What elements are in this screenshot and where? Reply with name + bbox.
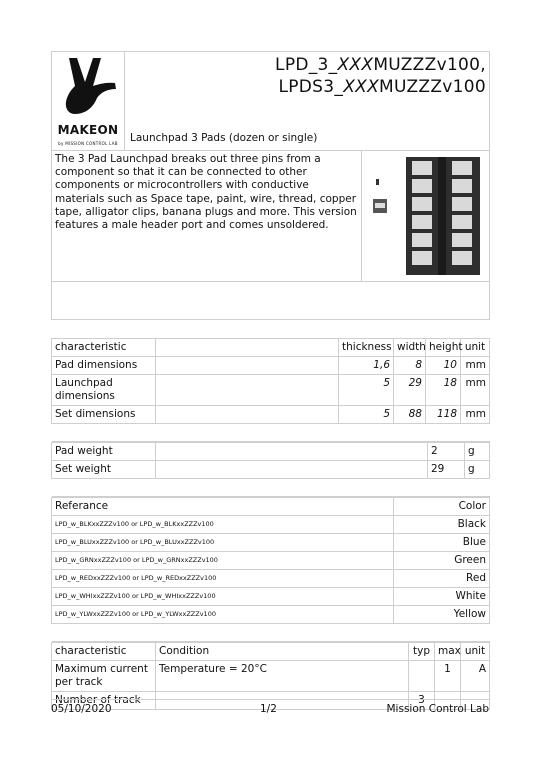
- typ-value: [409, 660, 435, 691]
- thickness-value: 5: [339, 374, 394, 405]
- spacer-row: [52, 282, 490, 320]
- unit-value: mm: [461, 374, 490, 405]
- spacer-row: [52, 320, 490, 338]
- reference-code: LPD_w_BLKxxZZZv100 or LPD_w_BLKxxZZZv100: [52, 515, 394, 533]
- unit-value: A: [461, 660, 490, 691]
- unit-value: g: [465, 460, 490, 478]
- reference-code: LPD_w_BLUxxZZZv100 or LPD_w_BLUxxZZZv100: [52, 533, 394, 551]
- empty-cell: [156, 405, 339, 423]
- launchpad-panel-image-icon: [362, 151, 488, 277]
- spacer-row: [52, 423, 490, 441]
- empty-cell: [156, 356, 339, 374]
- electrical-header-row: [52, 642, 490, 660]
- col-header-typ: typ: [409, 642, 435, 660]
- color-name: Red: [394, 569, 490, 587]
- col-header-max: max: [435, 642, 461, 660]
- product-code-line-2: LPDS3_XXXMUZZZv100: [278, 77, 486, 97]
- empty-cell: [156, 460, 428, 478]
- row-label: Set weight: [52, 460, 156, 478]
- height-value: 10: [426, 356, 461, 374]
- unit-value: g: [465, 442, 490, 460]
- table-row: [52, 374, 490, 405]
- product-code-line-1: LPD_3_XXXMUZZZv100,: [275, 55, 486, 75]
- reference-code: LPD_w_GRNxxZZZv100 or LPD_w_GRNxxZZZv100: [52, 551, 394, 569]
- unit-value: mm: [461, 405, 490, 423]
- dimensions-table: [51, 320, 490, 442]
- spacer-row: [52, 623, 490, 641]
- table-row: [52, 569, 490, 587]
- col-header-reference: Referance: [52, 497, 394, 515]
- references-table: [51, 497, 490, 642]
- col-header-thickness: thickness: [339, 338, 394, 356]
- weights-table: [51, 442, 490, 497]
- thickness-value: 1,6: [339, 356, 394, 374]
- product-image: [362, 151, 490, 282]
- row-label: Pad weight: [52, 442, 156, 460]
- logo-cell: [52, 52, 125, 151]
- col-header-unit: unit: [461, 338, 490, 356]
- product-code-cell: [125, 52, 490, 151]
- color-name: Green: [394, 551, 490, 569]
- color-name: Yellow: [394, 605, 490, 623]
- row-label: Set dimensions: [52, 405, 156, 423]
- table-row: [52, 605, 490, 623]
- width-value: 88: [394, 405, 426, 423]
- col-header-characteristic: characteristic: [52, 642, 156, 660]
- header-table: [51, 51, 490, 150]
- footer-date: 05/10/2020: [51, 703, 112, 715]
- color-name: Black: [394, 515, 490, 533]
- col-header-color: Color: [394, 497, 490, 515]
- reference-code: LPD_w_REDxxZZZv100 or LPD_w_REDxxZZZv100: [52, 569, 394, 587]
- height-value: 118: [426, 405, 461, 423]
- table-row: [52, 442, 490, 460]
- reference-code: LPD_w_WHIxxZZZv100 or LPD_w_WHIxxZZZv100: [52, 587, 394, 605]
- brand-wordmark: MAKEON: [57, 123, 119, 137]
- table-row: [52, 533, 490, 551]
- reference-code: LPD_w_YLWxxZZZv100 or LPD_w_YLWxxZZZv100: [52, 605, 394, 623]
- table-row: [52, 356, 490, 374]
- table-row: [52, 587, 490, 605]
- footer-company: Mission Control Lab: [386, 703, 489, 715]
- weight-value: 29: [428, 460, 465, 478]
- width-value: 8: [394, 356, 426, 374]
- color-name: Blue: [394, 533, 490, 551]
- empty-cell: [156, 338, 339, 356]
- references-header-row: [52, 497, 490, 515]
- row-label: Maximum current per track: [52, 660, 156, 691]
- width-value: 29: [394, 374, 426, 405]
- table-row: [52, 551, 490, 569]
- product-subtitle: Launchpad 3 Pads (dozen or single): [130, 132, 318, 144]
- row-label: Launchpad dimensions: [52, 374, 156, 405]
- col-header-width: width: [394, 338, 426, 356]
- thickness-value: 5: [339, 405, 394, 423]
- dimensions-header-row: [52, 338, 490, 356]
- datasheet: [51, 51, 489, 710]
- color-name: White: [394, 587, 490, 605]
- table-row: [52, 515, 490, 533]
- col-header-height: height: [426, 338, 461, 356]
- footer-page-number: 1/2: [260, 703, 277, 715]
- condition-value: Temperature = 20°C: [156, 660, 409, 691]
- spacer-row: [52, 478, 490, 496]
- makeon-hand-logo-icon: [55, 56, 121, 120]
- col-header-condition: Condition: [156, 642, 409, 660]
- product-description: The 3 Pad Launchpad breaks out three pins from a component so that it can be connected to other components or microcontrollers with conductive materials such as Space tape, paint, wire, thread, copper tape, alligator clips, banana plugs and more. This version features a male header port and comes unsoldered.: [52, 151, 362, 282]
- table-row: [52, 405, 490, 423]
- height-value: 18: [426, 374, 461, 405]
- table-row: [52, 660, 490, 691]
- empty-cell: [156, 374, 339, 405]
- col-header-characteristic: characteristic: [52, 338, 156, 356]
- typ-value: 3: [409, 691, 435, 709]
- empty-cell: [156, 442, 428, 460]
- description-table: [51, 150, 490, 320]
- max-value: 1: [435, 660, 461, 691]
- unit-value: mm: [461, 356, 490, 374]
- col-header-unit: unit: [461, 642, 490, 660]
- table-row: [52, 460, 490, 478]
- weight-value: 2: [428, 442, 465, 460]
- brand-subline: by MISSION CONTROL LAB: [58, 141, 118, 146]
- row-label: Number of track: [52, 691, 156, 709]
- row-label: Pad dimensions: [52, 356, 156, 374]
